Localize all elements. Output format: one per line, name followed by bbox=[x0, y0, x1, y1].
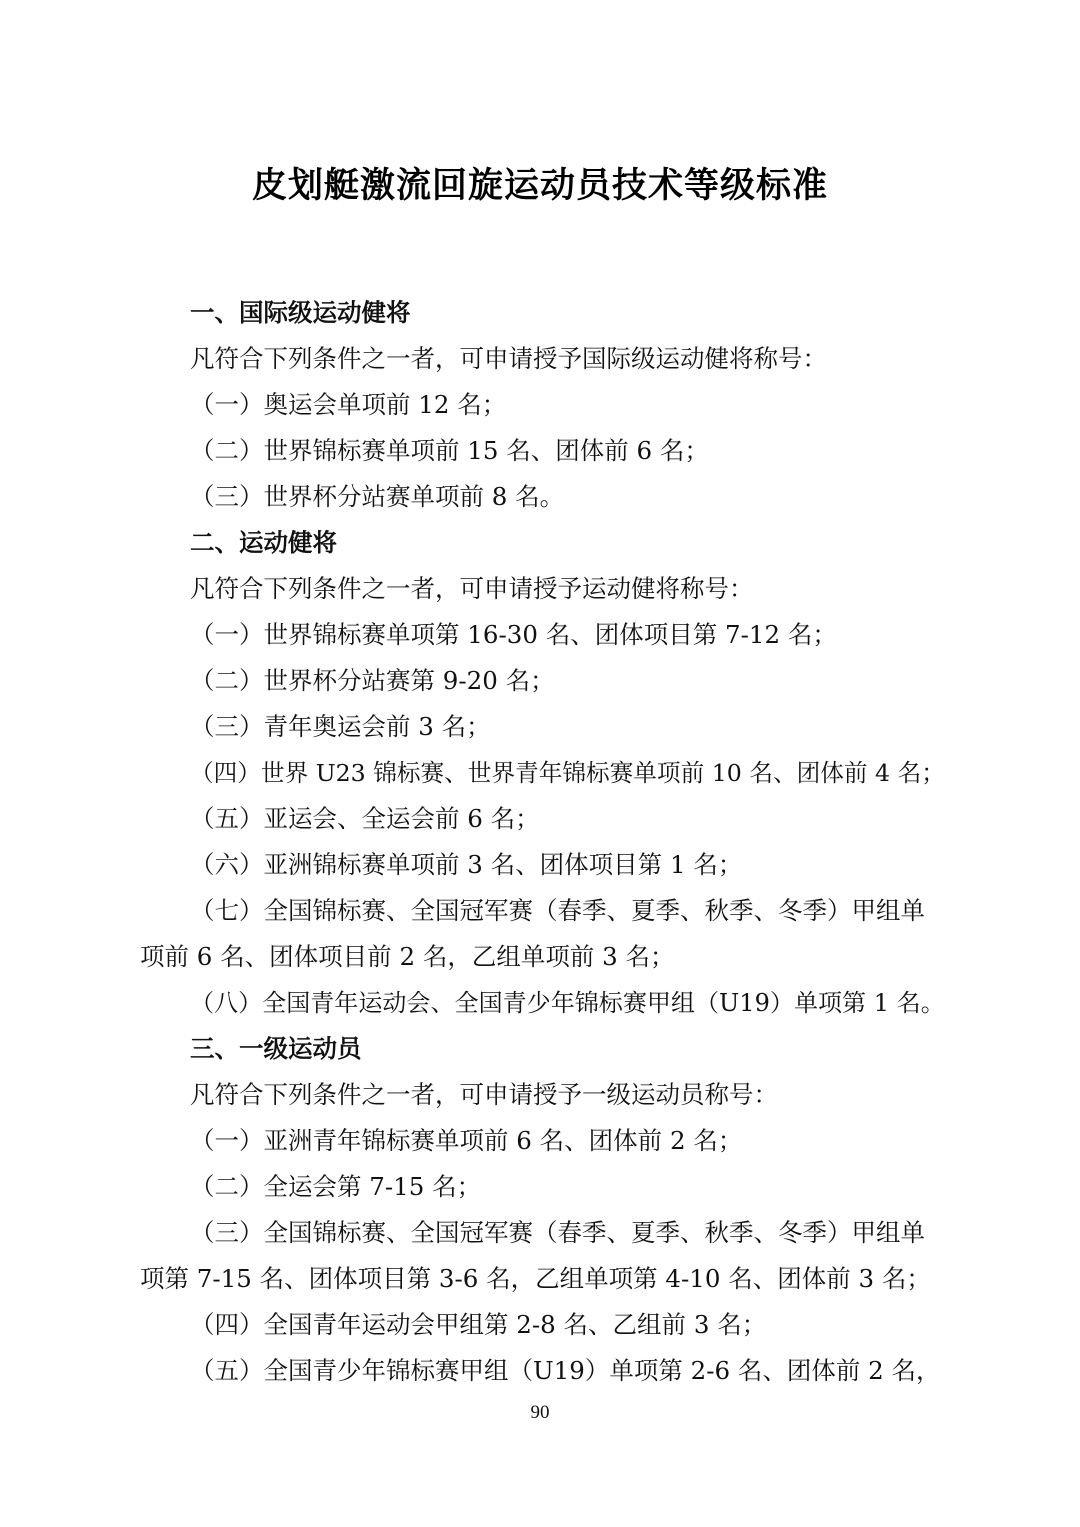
list-item: （二）世界杯分站赛第 9-20 名； bbox=[190, 666, 555, 695]
list-item: （三）全国锦标赛、全国冠军赛（春季、夏季、秋季、冬季）甲组单 bbox=[190, 1218, 925, 1247]
list-item: （五）全国青少年锦标赛甲组（U19）单项第 2-6 名、团体前 2 名， bbox=[190, 1356, 941, 1385]
list-item: （一）世界锦标赛单项第 16-30 名、团体项目第 7-12 名； bbox=[190, 620, 837, 649]
list-item: （八）全国青年运动会、全国青少年锦标赛甲组（U19）单项第 1 名。 bbox=[190, 989, 945, 1017]
section-heading-first-class: 三、一级运动员 bbox=[190, 1034, 362, 1063]
page-number: 90 bbox=[530, 1402, 550, 1423]
paragraph: 凡符合下列条件之一者，可申请授予运动健将称号： bbox=[190, 574, 754, 603]
list-item: （五）亚运会、全运会前 6 名； bbox=[190, 804, 540, 833]
section-heading-master: 二、运动健将 bbox=[190, 528, 337, 557]
paragraph: 凡符合下列条件之一者，可申请授予一级运动员称号： bbox=[190, 1080, 778, 1109]
list-item: （四）世界 U23 锦标赛、世界青年锦标赛单项前 10 名、团体前 4 名； bbox=[190, 759, 945, 787]
list-item: （二）全运会第 7-15 名； bbox=[190, 1172, 482, 1201]
list-item: （三）世界杯分站赛单项前 8 名。 bbox=[190, 482, 565, 511]
paragraph: 凡符合下列条件之一者，可申请授予国际级运动健将称号： bbox=[190, 344, 827, 373]
list-item: （七）全国锦标赛、全国冠军赛（春季、夏季、秋季、冬季）甲组单 bbox=[190, 896, 925, 925]
section-heading-international-master: 一、国际级运动健将 bbox=[190, 298, 411, 327]
list-item: （六）亚洲锦标赛单项前 3 名、团体项目第 1 名； bbox=[190, 850, 743, 879]
list-item: （二）世界锦标赛单项前 15 名、团体前 6 名； bbox=[190, 436, 709, 465]
list-item: （四）全国青年运动会甲组第 2-8 名、乙组前 3 名； bbox=[190, 1310, 767, 1339]
list-item-continuation: 项第 7-15 名、团体项目第 3-6 名，乙组单项第 4-10 名、团体前 3 名； bbox=[140, 1264, 931, 1293]
list-item-continuation: 项前 6 名、团体项目前 2 名，乙组单项前 3 名； bbox=[140, 942, 675, 971]
list-item: （三）青年奥运会前 3 名； bbox=[190, 712, 491, 741]
list-item: （一）亚洲青年锦标赛单项前 6 名、团体前 2 名； bbox=[190, 1126, 743, 1155]
page-title: 皮划艇激流回旋运动员技术等级标准 bbox=[251, 165, 828, 206]
list-item: （一）奥运会单项前 12 名； bbox=[190, 390, 507, 419]
